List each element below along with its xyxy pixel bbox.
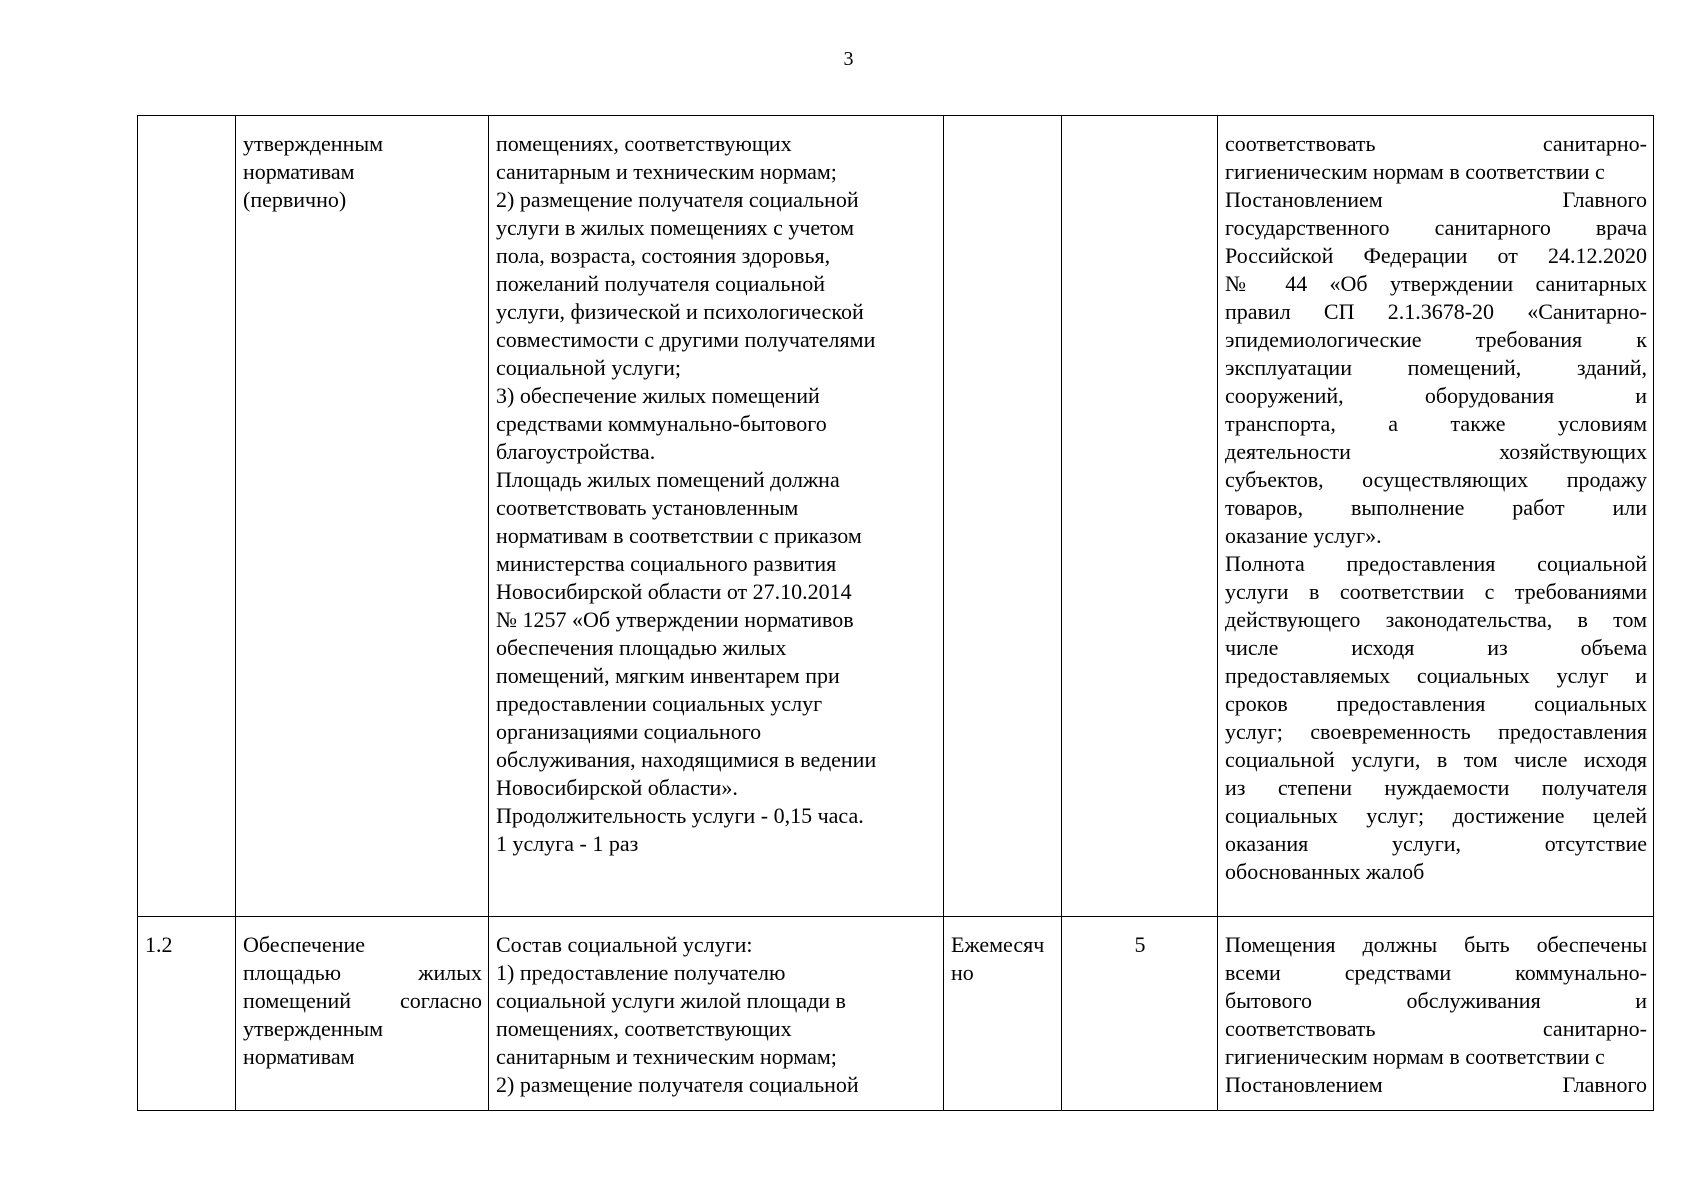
quality-line: оказание услуг». — [1225, 523, 1382, 548]
page-number: 3 — [843, 48, 854, 70]
quality-line: соответствовать санитарно- — [1225, 131, 1647, 156]
quality-line: бытового обслуживания и — [1225, 988, 1647, 1013]
quality-line: правил СП 2.1.3678-20 «Санитарно- — [1225, 299, 1647, 324]
quality-line: соответствовать санитарно- — [1225, 1016, 1647, 1041]
service-content-cell — [489, 917, 944, 1111]
service-count: 5 — [1134, 932, 1146, 957]
content-line: пожеланий получателя социальной — [496, 271, 825, 296]
service-name-line: утвержденным — [243, 131, 384, 156]
content-line: услуги, физической и психологической — [496, 299, 864, 324]
content-line: 2) размещение получателя социальной — [496, 187, 859, 212]
service-name-line: нормативам — [243, 159, 355, 184]
content-line: социальной услуги; — [496, 355, 681, 380]
quality-line: № 44 «Об утверждении санитарных — [1225, 271, 1647, 296]
service-name-cell — [236, 116, 489, 917]
content-line: 1) предоставление получателю — [496, 960, 786, 985]
quality-line: из степени нуждаемости получателя — [1225, 775, 1647, 800]
quality-line: сооружений, оборудования и — [1225, 383, 1647, 408]
quality-line: гигиеническим нормам в соответствии с — [1225, 1044, 1605, 1069]
content-line: помещений, мягким инвентарем при — [496, 663, 840, 688]
content-line: Состав социальной услуги: — [496, 932, 753, 957]
quality-line: услуг; своевременность предоставления — [1225, 719, 1647, 744]
content-line: санитарным и техническим нормам; — [496, 159, 837, 184]
row-number: 1.2 — [145, 932, 173, 957]
quality-line: субъектов, осуществляющих продажу — [1225, 467, 1647, 492]
content-line: предоставлении социальных услуг — [496, 691, 823, 716]
content-line: совместимости с другими получателями — [496, 327, 876, 352]
quality-line: социальной услуги, в том числе исходя — [1225, 747, 1647, 772]
quality-line: сроков предоставления социальных — [1225, 691, 1647, 716]
content-line: нормативам в соответствии с приказом — [496, 523, 862, 548]
content-line: 3) обеспечение жилых помещений — [496, 383, 820, 408]
table-row — [138, 917, 1654, 1111]
content-line: обеспечения площадью жилых — [496, 635, 787, 660]
content-line: Продолжительность услуги - 0,15 часа. — [496, 803, 864, 828]
quality-line: Помещения должны быть обеспечены — [1225, 932, 1647, 957]
quality-line: оказания услуги, отсутствие — [1225, 831, 1647, 856]
content-line: Площадь жилых помещений должна — [496, 467, 840, 492]
content-line: санитарным и техническим нормам; — [496, 1044, 837, 1069]
quality-line: государственного санитарного врача — [1225, 215, 1647, 240]
services-table — [137, 115, 1654, 1111]
table-row — [138, 116, 1654, 917]
quality-line: Полнота предоставления социальной — [1225, 551, 1647, 576]
content-line: средствами коммунально-бытового — [496, 411, 827, 436]
period-cell — [944, 917, 1062, 1111]
service-name-line: нормативам — [243, 1044, 355, 1069]
content-line: помещениях, соответствующих — [496, 131, 792, 156]
quality-line: всеми средствами коммунально- — [1225, 960, 1647, 985]
quality-line: социальных услуг; достижение целей — [1225, 803, 1647, 828]
content-line: министерства социального развития — [496, 551, 837, 576]
content-line: 1 услуга - 1 раз — [496, 831, 639, 856]
service-name-line: Обеспечение — [243, 932, 365, 957]
quality-line: действующего законодательства, в том — [1225, 607, 1647, 632]
content-line: помещениях, соответствующих — [496, 1016, 792, 1041]
content-line: Новосибирской области». — [496, 775, 738, 800]
content-line: организациями социального — [496, 719, 762, 744]
service-name-line: утвержденным — [243, 1016, 384, 1041]
count-cell — [1062, 917, 1218, 1111]
quality-line: Постановлением Главного — [1225, 187, 1647, 212]
content-line: услуги в жилых помещениях с учетом — [496, 215, 854, 240]
content-line: пола, возраста, состояния здоровья, — [496, 243, 831, 268]
content-line: № 1257 «Об утверждении нормативов — [496, 607, 854, 632]
quality-line: гигиеническим нормам в соответствии с — [1225, 159, 1605, 184]
quality-line: деятельности хозяйствующих — [1225, 439, 1647, 464]
service-name-cell — [236, 917, 489, 1111]
quality-line: услуги в соответствии с требованиями — [1225, 579, 1647, 604]
content-line: социальной услуги жилой площади в — [496, 988, 846, 1013]
quality-line: эпидемиологические требования к — [1225, 327, 1647, 352]
row-number-cell — [138, 116, 236, 917]
content-line: Новосибирской области от 27.10.2014 — [496, 579, 852, 604]
content-line: обслуживания, находящимися в ведении — [496, 747, 877, 772]
row-number-cell — [138, 917, 236, 1111]
quality-line: эксплуатации помещений, зданий, — [1225, 355, 1647, 380]
quality-line: товаров, выполнение работ или — [1225, 495, 1647, 520]
quality-cell — [1218, 116, 1654, 917]
content-line: соответствовать установленным — [496, 495, 799, 520]
quality-line: Российской Федерации от 24.12.2020 — [1225, 243, 1647, 268]
quality-line: числе исходя из объема — [1225, 635, 1647, 660]
period-line: Ежемесяч — [951, 932, 1045, 957]
quality-line: предоставляемых социальных услуг и — [1225, 663, 1647, 688]
count-cell — [1062, 116, 1218, 917]
content-line: 2) размещение получателя социальной — [496, 1072, 859, 1097]
quality-line: Постановлением Главного — [1225, 1072, 1647, 1097]
period-cell — [944, 116, 1062, 917]
quality-line: обоснованных жалоб — [1225, 859, 1425, 884]
service-name-line: площадью жилых — [243, 960, 482, 985]
quality-line: транспорта, а также условиям — [1225, 411, 1647, 436]
quality-cell — [1218, 917, 1654, 1111]
service-content-cell — [489, 116, 944, 917]
service-name-line: (первично) — [243, 187, 347, 212]
period-line: но — [951, 960, 974, 985]
service-name-line: помещений согласно — [243, 988, 482, 1013]
content-line: благоустройства. — [496, 439, 656, 464]
